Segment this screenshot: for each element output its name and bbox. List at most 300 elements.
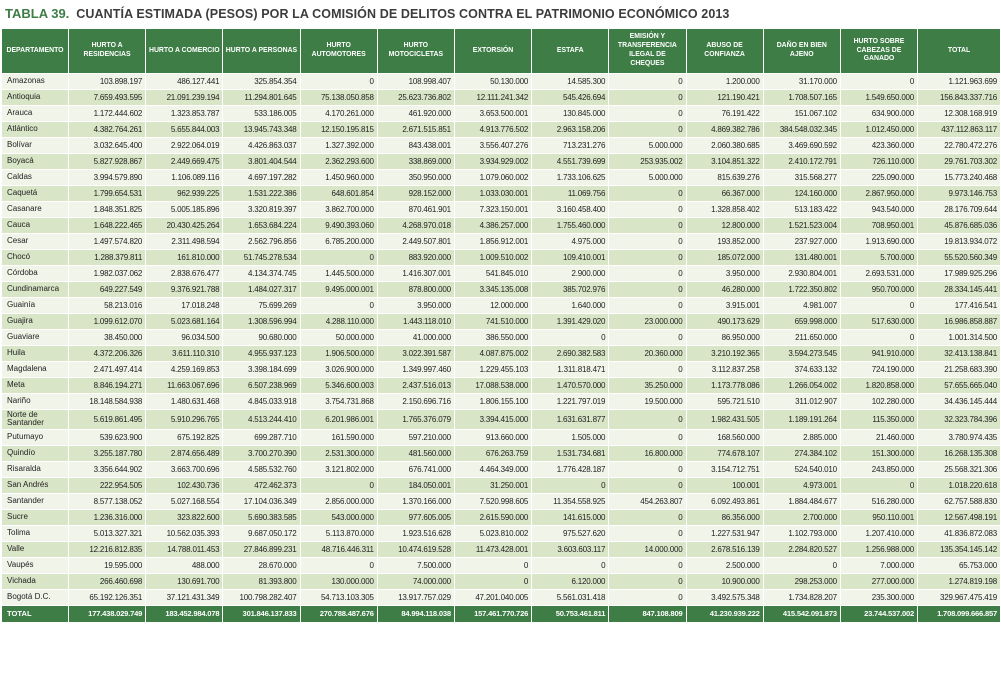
- department-cell: Amazonas: [2, 74, 69, 90]
- value-cell: 1.521.523.004: [763, 218, 840, 234]
- table-row: [2, 298, 1001, 314]
- value-cell: 20.430.425.264: [146, 218, 223, 234]
- value-cell: 16.800.000: [609, 445, 686, 461]
- value-cell: 488.000: [146, 557, 223, 573]
- value-cell: 102.280.000: [840, 394, 917, 410]
- value-cell: 277.000.000: [840, 573, 917, 589]
- table-caption: CUANTÍA ESTIMADA (PESOS) POR LA COMISIÓN DE DELITOS CONTRA EL PATRIMONIO ECONÓMICO 2013: [76, 7, 730, 21]
- total-value-cell: 847.108.809: [609, 605, 686, 622]
- value-cell: 1.445.500.000: [300, 266, 377, 282]
- department-cell: Norte de Santander: [2, 410, 69, 430]
- value-cell: 1.200.000: [686, 74, 763, 90]
- department-cell: Santander: [2, 493, 69, 509]
- value-cell: 5.000.000: [609, 170, 686, 186]
- value-cell: 3.780.974.435: [918, 429, 1001, 445]
- value-cell: 6.120.000: [532, 573, 609, 589]
- value-cell: 0: [454, 557, 531, 573]
- value-cell: 1.505.000: [532, 429, 609, 445]
- value-cell: 726.110.000: [840, 154, 917, 170]
- value-cell: 8.577.138.052: [69, 493, 146, 509]
- table-row: [2, 557, 1001, 573]
- value-cell: 62.757.588.830: [918, 493, 1001, 509]
- value-cell: 45.876.685.036: [918, 218, 1001, 234]
- value-cell: 1.765.376.079: [377, 410, 454, 430]
- value-cell: 41.000.000: [377, 330, 454, 346]
- value-cell: 9.687.050.172: [223, 525, 300, 541]
- value-cell: 950.110.001: [840, 509, 917, 525]
- value-cell: 1.221.797.019: [532, 394, 609, 410]
- value-cell: 1.799.654.531: [69, 186, 146, 202]
- value-cell: 46.280.000: [686, 282, 763, 298]
- value-cell: 1.923.516.628: [377, 525, 454, 541]
- column-header: HURTO A RESIDENCIAS: [69, 29, 146, 74]
- value-cell: 5.346.600.003: [300, 378, 377, 394]
- department-cell: San Andrés: [2, 477, 69, 493]
- value-cell: 648.601.854: [300, 186, 377, 202]
- value-cell: 18.148.584.938: [69, 394, 146, 410]
- table-row: [2, 106, 1001, 122]
- value-cell: 513.183.422: [763, 202, 840, 218]
- value-cell: 5.910.296.765: [146, 410, 223, 430]
- value-cell: 47.201.040.005: [454, 589, 531, 605]
- value-cell: 350.950.000: [377, 170, 454, 186]
- value-cell: 225.090.000: [840, 170, 917, 186]
- value-cell: 774.678.107: [686, 445, 763, 461]
- department-cell: Córdoba: [2, 266, 69, 282]
- table-row: [2, 138, 1001, 154]
- value-cell: 4.464.349.000: [454, 461, 531, 477]
- value-cell: 437.112.863.117: [918, 122, 1001, 138]
- total-value-cell: 23.744.537.002: [840, 605, 917, 622]
- department-cell: Atlántico: [2, 122, 69, 138]
- value-cell: 3.556.407.276: [454, 138, 531, 154]
- value-cell: 0: [840, 298, 917, 314]
- value-cell: 0: [609, 589, 686, 605]
- value-cell: 130.845.000: [532, 106, 609, 122]
- value-cell: 131.480.001: [763, 250, 840, 266]
- value-cell: 10.900.000: [686, 573, 763, 589]
- department-cell: Bogotá D.C.: [2, 589, 69, 605]
- value-cell: 3.320.819.397: [223, 202, 300, 218]
- value-cell: 1.349.997.460: [377, 362, 454, 378]
- value-cell: 0: [609, 429, 686, 445]
- value-cell: 878.800.000: [377, 282, 454, 298]
- value-cell: 76.191.422: [686, 106, 763, 122]
- total-value-cell: 415.542.091.873: [763, 605, 840, 622]
- table-row: [2, 477, 1001, 493]
- value-cell: 65.192.126.351: [69, 589, 146, 605]
- value-cell: 135.354.145.142: [918, 541, 1001, 557]
- value-cell: 676.741.000: [377, 461, 454, 477]
- value-cell: 19.595.000: [69, 557, 146, 573]
- value-cell: 1.913.690.000: [840, 234, 917, 250]
- value-cell: 0: [532, 557, 609, 573]
- table-row: [2, 410, 1001, 430]
- value-cell: 13.945.743.348: [223, 122, 300, 138]
- value-cell: 1.323.853.787: [146, 106, 223, 122]
- value-cell: 1.266.054.002: [763, 378, 840, 394]
- value-cell: 12.800.000: [686, 218, 763, 234]
- value-cell: 31.170.000: [763, 74, 840, 90]
- value-cell: 13.917.757.029: [377, 589, 454, 605]
- value-cell: 4.975.000: [532, 234, 609, 250]
- value-cell: 1.391.429.020: [532, 314, 609, 330]
- value-cell: 3.032.645.400: [69, 138, 146, 154]
- department-cell: Cundinamarca: [2, 282, 69, 298]
- value-cell: 7.520.998.605: [454, 493, 531, 509]
- value-cell: 4.955.937.123: [223, 346, 300, 362]
- value-cell: 184.050.001: [377, 477, 454, 493]
- value-cell: 649.227.549: [69, 282, 146, 298]
- value-cell: 3.700.270.390: [223, 445, 300, 461]
- value-cell: 121.190.421: [686, 90, 763, 106]
- value-cell: 151.067.102: [763, 106, 840, 122]
- value-cell: 37.121.431.349: [146, 589, 223, 605]
- value-cell: 108.998.407: [377, 74, 454, 90]
- value-cell: 2.449.669.475: [146, 154, 223, 170]
- value-cell: 12.150.195.815: [300, 122, 377, 138]
- value-cell: 2.410.172.791: [763, 154, 840, 170]
- table-row: [2, 445, 1001, 461]
- department-cell: Arauca: [2, 106, 69, 122]
- value-cell: 0: [609, 234, 686, 250]
- value-cell: 3.915.001: [686, 298, 763, 314]
- value-cell: 141.615.000: [532, 509, 609, 525]
- value-cell: 0: [609, 557, 686, 573]
- value-cell: 943.540.000: [840, 202, 917, 218]
- value-cell: 156.843.337.716: [918, 90, 1001, 106]
- value-cell: 9.490.393.060: [300, 218, 377, 234]
- total-value-cell: 301.846.137.833: [223, 605, 300, 622]
- value-cell: 541.845.010: [454, 266, 531, 282]
- table-row: [2, 394, 1001, 410]
- value-cell: 54.713.103.305: [300, 589, 377, 605]
- value-cell: 14.788.011.453: [146, 541, 223, 557]
- value-cell: 1.631.631.877: [532, 410, 609, 430]
- value-cell: 2.362.293.600: [300, 154, 377, 170]
- crime-statistics-table: [1, 28, 1001, 623]
- value-cell: 25.623.736.802: [377, 90, 454, 106]
- value-cell: 4.170.261.000: [300, 106, 377, 122]
- value-cell: 1.106.089.116: [146, 170, 223, 186]
- value-cell: 3.104.851.322: [686, 154, 763, 170]
- table-row: [2, 573, 1001, 589]
- table-row: [2, 362, 1001, 378]
- value-cell: 597.210.000: [377, 429, 454, 445]
- value-cell: 0: [454, 573, 531, 589]
- value-cell: 0: [609, 573, 686, 589]
- value-cell: 962.939.225: [146, 186, 223, 202]
- department-cell: Guainía: [2, 298, 69, 314]
- value-cell: 17.104.036.349: [223, 493, 300, 509]
- value-cell: 5.005.185.896: [146, 202, 223, 218]
- column-header: EMISIÓN Y TRANSFERENCIA ILEGAL DE CHEQUES: [609, 29, 686, 74]
- value-cell: 4.382.764.261: [69, 122, 146, 138]
- value-cell: 55.520.560.349: [918, 250, 1001, 266]
- value-cell: 1.708.507.165: [763, 90, 840, 106]
- value-cell: 25.568.321.306: [918, 461, 1001, 477]
- value-cell: 1.189.191.264: [763, 410, 840, 430]
- value-cell: 2.060.380.685: [686, 138, 763, 154]
- value-cell: 2.500.000: [686, 557, 763, 573]
- value-cell: 2.615.590.000: [454, 509, 531, 525]
- value-cell: 1.227.531.947: [686, 525, 763, 541]
- value-cell: 3.594.273.545: [763, 346, 840, 362]
- value-cell: 235.300.000: [840, 589, 917, 605]
- value-cell: 29.761.703.302: [918, 154, 1001, 170]
- value-cell: 315.568.277: [763, 170, 840, 186]
- department-cell: Valle: [2, 541, 69, 557]
- value-cell: 5.000.000: [609, 138, 686, 154]
- department-cell: Vichada: [2, 573, 69, 589]
- value-cell: 1.207.410.000: [840, 525, 917, 541]
- value-cell: 1.806.155.100: [454, 394, 531, 410]
- column-header: ABUSO DE CONFIANZA: [686, 29, 763, 74]
- value-cell: 12.000.000: [454, 298, 531, 314]
- value-cell: 1.033.030.001: [454, 186, 531, 202]
- value-cell: 222.954.505: [69, 477, 146, 493]
- value-cell: 32.413.138.841: [918, 346, 1001, 362]
- value-cell: 4.087.875.002: [454, 346, 531, 362]
- department-cell: Vaupés: [2, 557, 69, 573]
- value-cell: 1.370.166.000: [377, 493, 454, 509]
- value-cell: 3.663.700.696: [146, 461, 223, 477]
- total-value-cell: 183.452.984.078: [146, 605, 223, 622]
- department-cell: Risaralda: [2, 461, 69, 477]
- value-cell: 0: [609, 218, 686, 234]
- value-cell: 41.836.872.083: [918, 525, 1001, 541]
- value-cell: 0: [763, 557, 840, 573]
- header-row: [2, 29, 1001, 74]
- table-header: [2, 29, 1001, 74]
- value-cell: 374.633.132: [763, 362, 840, 378]
- value-cell: 102.430.736: [146, 477, 223, 493]
- value-cell: 0: [840, 477, 917, 493]
- value-cell: 21.460.000: [840, 429, 917, 445]
- table-row: [2, 589, 1001, 605]
- value-cell: 1.079.060.002: [454, 170, 531, 186]
- value-cell: 5.619.861.495: [69, 410, 146, 430]
- value-cell: 0: [300, 557, 377, 573]
- value-cell: 4.981.007: [763, 298, 840, 314]
- value-cell: 100.001: [686, 477, 763, 493]
- table-row: [2, 122, 1001, 138]
- value-cell: 1.172.444.602: [69, 106, 146, 122]
- table-row: [2, 218, 1001, 234]
- value-cell: 1.497.574.820: [69, 234, 146, 250]
- value-cell: 81.393.800: [223, 573, 300, 589]
- value-cell: 0: [609, 186, 686, 202]
- value-cell: 3.345.135.008: [454, 282, 531, 298]
- value-cell: 659.998.000: [763, 314, 840, 330]
- value-cell: 48.716.446.311: [300, 541, 377, 557]
- value-cell: 1.099.612.070: [69, 314, 146, 330]
- value-cell: 6.785.200.000: [300, 234, 377, 250]
- value-cell: 17.018.248: [146, 298, 223, 314]
- value-cell: 130.000.000: [300, 573, 377, 589]
- table-row: [2, 330, 1001, 346]
- value-cell: 10.474.619.528: [377, 541, 454, 557]
- value-cell: 12.111.241.342: [454, 90, 531, 106]
- value-cell: 3.394.415.000: [454, 410, 531, 430]
- department-cell: Casanare: [2, 202, 69, 218]
- value-cell: 57.655.665.040: [918, 378, 1001, 394]
- value-cell: 481.560.000: [377, 445, 454, 461]
- value-cell: 1.121.963.699: [918, 74, 1001, 90]
- value-cell: 1.906.500.000: [300, 346, 377, 362]
- value-cell: 490.173.629: [686, 314, 763, 330]
- value-cell: 1.012.450.000: [840, 122, 917, 138]
- value-cell: 0: [609, 509, 686, 525]
- value-cell: 3.950.000: [377, 298, 454, 314]
- value-cell: 545.426.694: [532, 90, 609, 106]
- value-cell: 4.585.532.760: [223, 461, 300, 477]
- value-cell: 3.026.900.000: [300, 362, 377, 378]
- value-cell: 7.000.000: [840, 557, 917, 573]
- value-cell: 65.753.000: [918, 557, 1001, 573]
- value-cell: 237.927.000: [763, 234, 840, 250]
- value-cell: 12.216.812.835: [69, 541, 146, 557]
- value-cell: 4.845.033.918: [223, 394, 300, 410]
- value-cell: 50.130.000: [454, 74, 531, 90]
- value-cell: 338.869.000: [377, 154, 454, 170]
- value-cell: 2.437.516.013: [377, 378, 454, 394]
- column-header: ESTAFA: [532, 29, 609, 74]
- value-cell: 2.531.300.000: [300, 445, 377, 461]
- value-cell: 21.091.239.194: [146, 90, 223, 106]
- value-cell: 3.356.644.902: [69, 461, 146, 477]
- value-cell: 741.510.000: [454, 314, 531, 330]
- department-cell: Caquetá: [2, 186, 69, 202]
- value-cell: 975.527.620: [532, 525, 609, 541]
- value-cell: 9.973.146.753: [918, 186, 1001, 202]
- value-cell: 0: [609, 461, 686, 477]
- value-cell: 3.160.458.400: [532, 202, 609, 218]
- value-cell: 17.989.925.296: [918, 266, 1001, 282]
- value-cell: 1.549.650.000: [840, 90, 917, 106]
- value-cell: 31.250.001: [454, 477, 531, 493]
- value-cell: 1.982.431.505: [686, 410, 763, 430]
- value-cell: 1.755.460.000: [532, 218, 609, 234]
- value-cell: 9.495.000.001: [300, 282, 377, 298]
- department-cell: Boyacá: [2, 154, 69, 170]
- total-value-cell: 50.753.461.811: [532, 605, 609, 622]
- value-cell: 1.776.428.187: [532, 461, 609, 477]
- value-cell: 1.328.858.402: [686, 202, 763, 218]
- value-cell: 5.023.681.164: [146, 314, 223, 330]
- table-row: [2, 509, 1001, 525]
- value-cell: 15.773.240.468: [918, 170, 1001, 186]
- value-cell: 323.822.600: [146, 509, 223, 525]
- value-cell: 12.567.498.191: [918, 509, 1001, 525]
- total-label-cell: TOTAL: [2, 605, 69, 622]
- value-cell: 5.013.327.321: [69, 525, 146, 541]
- department-cell: Sucre: [2, 509, 69, 525]
- value-cell: 1.288.379.811: [69, 250, 146, 266]
- total-value-cell: 84.994.118.038: [377, 605, 454, 622]
- value-cell: 1.484.027.317: [223, 282, 300, 298]
- value-cell: 524.540.010: [763, 461, 840, 477]
- total-row: [2, 605, 1001, 622]
- value-cell: 75.699.269: [223, 298, 300, 314]
- column-header: HURTO A COMERCIO: [146, 29, 223, 74]
- value-cell: 1.733.106.625: [532, 170, 609, 186]
- value-cell: 5.690.383.585: [223, 509, 300, 525]
- value-cell: 3.121.802.000: [300, 461, 377, 477]
- value-cell: 12.308.168.919: [918, 106, 1001, 122]
- column-header: HURTO AUTOMOTORES: [300, 29, 377, 74]
- value-cell: 0: [609, 477, 686, 493]
- value-cell: 7.500.000: [377, 557, 454, 573]
- department-cell: Putumayo: [2, 429, 69, 445]
- value-cell: 0: [609, 525, 686, 541]
- value-cell: 16.986.858.887: [918, 314, 1001, 330]
- value-cell: 266.460.698: [69, 573, 146, 589]
- value-cell: 4.259.169.853: [146, 362, 223, 378]
- table-row: [2, 154, 1001, 170]
- value-cell: 1.308.596.994: [223, 314, 300, 330]
- value-cell: 253.935.002: [609, 154, 686, 170]
- value-cell: 0: [609, 250, 686, 266]
- value-cell: 3.398.184.699: [223, 362, 300, 378]
- value-cell: 3.994.579.890: [69, 170, 146, 186]
- total-value-cell: 41.230.939.222: [686, 605, 763, 622]
- value-cell: 86.950.000: [686, 330, 763, 346]
- value-cell: 1.256.988.000: [840, 541, 917, 557]
- value-cell: 151.300.000: [840, 445, 917, 461]
- department-cell: Guajira: [2, 314, 69, 330]
- value-cell: 2.449.507.801: [377, 234, 454, 250]
- value-cell: 28.176.709.644: [918, 202, 1001, 218]
- value-cell: 1.648.222.465: [69, 218, 146, 234]
- value-cell: 0: [609, 90, 686, 106]
- value-cell: 928.152.000: [377, 186, 454, 202]
- value-cell: 1.640.000: [532, 298, 609, 314]
- value-cell: 211.650.000: [763, 330, 840, 346]
- value-cell: 1.416.307.001: [377, 266, 454, 282]
- value-cell: 1.856.912.001: [454, 234, 531, 250]
- value-cell: 2.874.656.489: [146, 445, 223, 461]
- value-cell: 1.001.314.500: [918, 330, 1001, 346]
- value-cell: 19.500.000: [609, 394, 686, 410]
- value-cell: 10.562.035.393: [146, 525, 223, 541]
- table-row: [2, 541, 1001, 557]
- value-cell: 11.354.558.925: [532, 493, 609, 509]
- value-cell: 130.691.700: [146, 573, 223, 589]
- column-header: TOTAL: [918, 29, 1001, 74]
- value-cell: 2.900.000: [532, 266, 609, 282]
- value-cell: 461.920.000: [377, 106, 454, 122]
- value-cell: 3.934.929.002: [454, 154, 531, 170]
- value-cell: 7.659.493.595: [69, 90, 146, 106]
- value-cell: 1.820.858.000: [840, 378, 917, 394]
- table-row: [2, 186, 1001, 202]
- value-cell: 96.034.500: [146, 330, 223, 346]
- value-cell: 0: [300, 250, 377, 266]
- value-cell: 385.702.976: [532, 282, 609, 298]
- value-cell: 0: [532, 330, 609, 346]
- table-row: [2, 493, 1001, 509]
- value-cell: 4.513.244.410: [223, 410, 300, 430]
- table-body: [2, 74, 1001, 623]
- value-cell: 423.360.000: [840, 138, 917, 154]
- column-header: DEPARTAMENTO: [2, 29, 69, 74]
- value-cell: 516.280.000: [840, 493, 917, 509]
- value-cell: 2.963.158.206: [532, 122, 609, 138]
- value-cell: 675.192.825: [146, 429, 223, 445]
- value-cell: 0: [300, 74, 377, 90]
- value-cell: 1.236.316.000: [69, 509, 146, 525]
